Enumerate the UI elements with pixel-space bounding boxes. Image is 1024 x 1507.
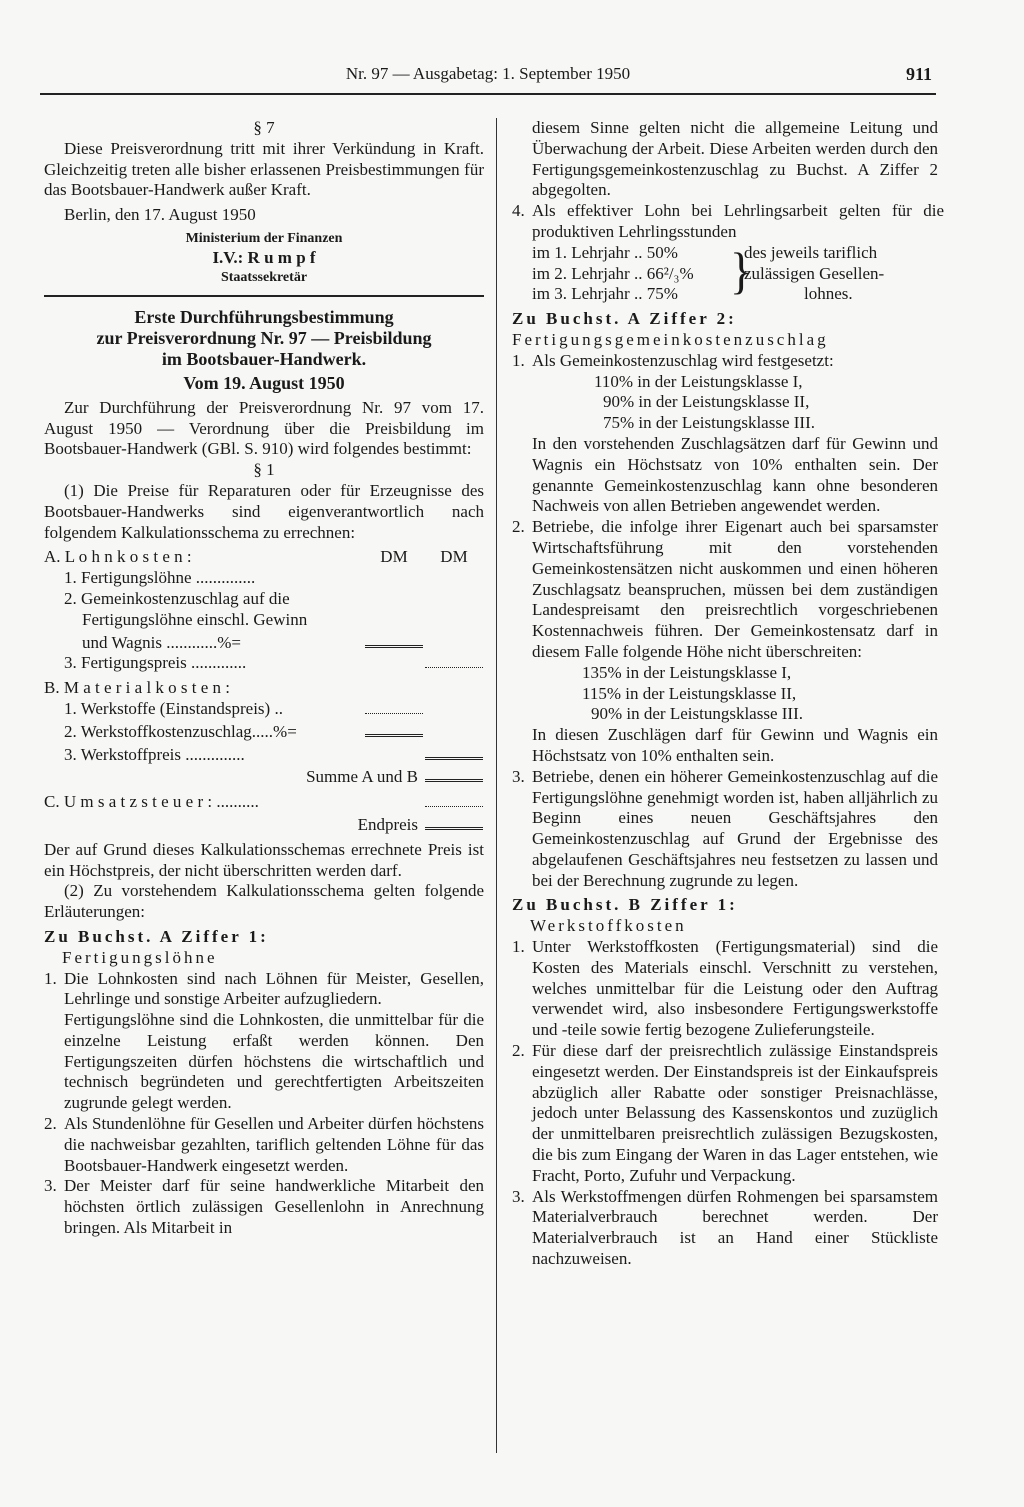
a1-subheading: Fertigungslöhne — [62, 947, 218, 967]
issue-line: Nr. 97 — Ausgabetag: 1. September 1950 — [345, 64, 631, 83]
scheme-sum: Summe A und B — [306, 767, 418, 787]
ministry-name: Ministerium der Finanzen — [185, 230, 343, 246]
apprentice-year-2: im 2. Lehrjahr .. 66²/₃% — [532, 263, 694, 283]
rate-line: 90% in der Leistungsklasse II, — [603, 392, 810, 412]
regulation-title-1: Erste Durchführungsbestimmung — [134, 306, 394, 327]
scheme-b1: 1. Werkstoffe (Einstandspreis) .. — [64, 698, 283, 718]
amount-line — [425, 813, 483, 830]
b1-list — [512, 937, 938, 1270]
a2-heading: Zu Buchst. A Ziffer 2: — [512, 309, 737, 329]
section-rule — [44, 295, 484, 297]
section-7-text: Diese Preisverordnung tritt mit ihrer Verkündung in Kraft. Gleichzeitig treten alle bisher erlassenen Preisbestimmungen für das Bootsbauer-Handwerk außer Kraft. — [44, 138, 484, 200]
list-item — [512, 201, 944, 305]
list-item — [512, 937, 938, 1041]
signatory-title: Staatssekretär — [220, 269, 308, 285]
section-1-para-1: (1) Die Preise für Reparaturen oder für Erzeugnisse des Bootsbauer-Handwerks sind eigenverantwortlich nach folgendem Kalkulationsschema zu errechnen: — [44, 480, 484, 542]
scheme-col-dm-1: DM — [380, 547, 408, 567]
item-number: 1. — [512, 937, 525, 957]
apprentice-year-1: im 1. Lehrjahr .. 50% — [532, 242, 678, 262]
item-text: Als Stundenlöhne für Gesellen und Arbeiter dürfen höchstens die nachweisbar gezahlten, tariflich geltenden Löhne für das Bootsbauer-Handwerk eingesetzt werden. — [64, 1114, 484, 1175]
apprentice-year-3: im 3. Lehrjahr .. 75% — [532, 284, 678, 304]
scheme-a1: 1. Fertigungslöhne .............. — [64, 568, 256, 588]
list-item — [512, 517, 938, 767]
item-number: 3. — [512, 1186, 525, 1206]
rate-line: 90% in der Leistungsklasse III. — [591, 704, 803, 724]
item-number: 3. — [44, 1176, 57, 1196]
calculation-scheme — [44, 547, 484, 835]
right-column — [512, 118, 944, 1270]
item-number: 4. — [512, 201, 525, 221]
column-divider — [496, 118, 497, 1453]
list-item — [44, 1176, 484, 1238]
section-1-after-scheme: Der auf Grund dieses Kalkulationsschemas errechnete Preis ist ein Höchstpreis, der nicht überschritten werden darf. — [44, 839, 484, 880]
rates-list — [532, 663, 938, 725]
scheme-b2: 2. Werkstoffkostenzuschlag.....%= — [64, 721, 297, 741]
rate-line: 110% in der Leistungsklasse I, — [594, 371, 803, 391]
scheme-col-dm-2: DM — [440, 547, 468, 567]
b1-heading: Zu Buchst. B Ziffer 1: — [512, 895, 738, 915]
item-text: Als Gemeinkostenzuschlag wird festgesetzt: — [532, 350, 834, 370]
page-header — [40, 52, 936, 98]
left-column — [44, 118, 484, 1239]
list-item — [512, 1041, 938, 1187]
item-text: Unter Werkstoffkosten (Fertigungsmaterial) sind die Kosten des Materials einschl. Verschnitt zu verstehen, welches unmittelbar für die Leistung oder den Auftrag verwendet wird, also insbesondere Fertigungswerkstoffe und -teile sowie fertig bezogene Zulieferungsteile. — [532, 937, 938, 1040]
place-date: Berlin, den 17. August 1950 — [64, 205, 256, 225]
a1-list — [44, 969, 484, 1239]
a2-subheading: Fertigungsgemeinkostenzuschlag — [512, 329, 829, 349]
header-rule — [40, 93, 936, 95]
item-text: Betriebe, denen ein höherer Gemeinkostenzuschlag auf die Fertigungslöhne genehmigt worden ist, haben alljährlich zu Beginn eines neuen Geschäftsjahres den Gemeinkostenzuschlag auf Grund der Ergebnisse des abgelaufenen Geschäftsjahres neu festsetzen zu lassen und bei der Berechnung zugrunde zu legen. — [532, 766, 938, 890]
amount-line — [365, 699, 423, 714]
item-text: Der Meister darf für seine handwerkliche Mitarbeit den höchsten örtlich zulässigen Gesellenlohn in Anrechnung bringen. Als Mitarbeit in — [64, 1176, 484, 1238]
scheme-a2-line1: 2. Gemeinkostenzuschlag auf die — [64, 588, 290, 608]
regulation-title-2: zur Preisverordnung Nr. 97 — Preisbildung — [96, 327, 432, 348]
item-text: Die Lohnkosten sind nach Löhnen für Meister, Gesellen, Lehrlinge und sonstige Arbeiter aufzugliedern. — [64, 968, 484, 1009]
list-item — [512, 351, 938, 517]
regulation-title-3: im Bootsbauer-Handwerk. — [161, 348, 367, 369]
amount-line — [425, 653, 483, 668]
scheme-b-label: B. M a t e r i a l k o s t e n : — [44, 678, 231, 698]
scheme-c-label: C. U m s a t z s t e u e r : .......... — [44, 792, 259, 812]
item-text: In diesen Zuschlägen darf für Gewinn und Wagnis ein Höchstsatz von 10% enthalten sein. — [532, 725, 938, 765]
item-number: 2. — [44, 1114, 57, 1134]
apprentice-note-1: des jeweils tariflich — [744, 242, 878, 262]
continued-text: diesem Sinne gelten nicht die allgemeine Leitung und Überwachung der Arbeit. Diese Arbeiten werden durch den Fertigungsgemeinkostenzuschlag zu Buchst. A Ziffer 2 abgegolten. — [532, 118, 938, 200]
scheme-endpreis: Endpreis — [357, 814, 418, 834]
amount-line — [425, 743, 483, 760]
item-number: 1. — [44, 968, 57, 988]
rate-line: 135% in der Leistungsklasse I, — [582, 662, 792, 682]
a1-heading: Zu Buchst. A Ziffer 1: — [44, 926, 269, 946]
brace: } — [730, 242, 753, 299]
amount-line — [365, 720, 423, 737]
amount-line — [365, 631, 423, 648]
section-1-heading: § 1 — [253, 460, 275, 480]
intro-paragraph: Zur Durchführung der Preisverordnung Nr. 97 vom 17. August 1950 — Verordnung über die Preisbildung im Bootsbauer-Handwerk (GBl. S. 910) wird folgendes bestimmt: — [44, 397, 484, 459]
item-text: Als effektiver Lohn bei Lehrlingsarbeit gelten für die produktiven Lehrlingsstunden — [532, 201, 944, 241]
list-item — [512, 1187, 938, 1270]
section-1-para-2: (2) Zu vorstehendem Kalkulationsschema gelten folgende Erläuterungen: — [44, 881, 484, 922]
item-text: Betriebe, die infolge ihrer Eigenart auch bei sparsamster Wirtschaftsführung mit den vorstehenden Gemeinkostensätzen nicht auskommen und einen höheren Zuschlagsatz beanspruchen, müssen bei dem zuständigen Landespreisamt den preisrechtlich vorgeschriebenen Kostennachweis führen. Der Gemeinkostensatz darf in diesem Falle folgende Höhe nicht überschreiten: — [532, 517, 938, 661]
item-number: 3. — [512, 766, 525, 786]
section-7-heading: § 7 — [253, 118, 275, 137]
amount-line — [425, 765, 483, 782]
item-text: Als Werkstoffmengen dürfen Rohmengen bei sparsamstem Materialverbrauch berechnet werden. Der Materialverbrauch ist an Hand einer Stückliste nachzuweisen. — [532, 1186, 938, 1269]
item-number: 2. — [512, 1041, 525, 1061]
apprentice-rates — [532, 243, 944, 305]
amount-line — [425, 792, 483, 807]
list-item — [512, 767, 938, 892]
item-number: 1. — [512, 350, 525, 370]
scheme-a2-line2: Fertigungslöhne einschl. Gewinn — [82, 609, 308, 629]
signatory: I.V.: R u m p f — [212, 247, 316, 267]
list-item — [44, 1114, 484, 1176]
b1-subheading: Werkstoffkosten — [530, 916, 687, 936]
item-number: 2. — [512, 517, 525, 537]
scheme-a3: 3. Fertigungspreis ............. — [64, 653, 247, 673]
page-number: 911 — [905, 64, 932, 84]
rate-line: 115% in der Leistungsklasse II, — [582, 683, 797, 703]
regulation-date: Vom 19. August 1950 — [183, 372, 345, 393]
item-text: In den vorstehenden Zuschlagsätzen darf für Gewinn und Wagnis ein Höchstsatz von 10% enthalten sein. Der genannte Gemeinkostenzuschlag kann ohne besonderen Nachweis von allen Betrieben angewendet werden. — [532, 433, 938, 516]
apprentice-note-3: lohnes. — [804, 284, 853, 304]
scheme-b3: 3. Werkstoffpreis .............. — [64, 744, 245, 764]
list-item — [44, 969, 484, 1115]
item-text: Fertigungslöhne sind die Lohnkosten, die unmittelbar für die einzelne Leistung erfaßt werden können. Den Fertigungszeiten dürfen höchstens die wirtschaftlich und technisch begründeten und gerechtfertigten Arbeitszeiten zugrunde gelegt werden. — [64, 1010, 484, 1113]
apprentice-note-2: zulässigen Gesellen- — [744, 263, 885, 283]
rate-line: 75% in der Leistungsklasse III. — [603, 413, 815, 433]
scheme-a-label: A. L o h n k o s t e n : — [44, 547, 192, 567]
item-text: Für diese darf der preisrechtlich zulässige Einstandspreis eingesetzt werden. Der Einstandspreis ist der Einkaufspreis abzüglich aller Rabatte oder sonstiger Preisnachlässe, jedoch unter Belassung des Kassenskontos und zuzüglich der unmittelbaren preisrechtlich zulässigen Bezugskosten, die bis zum Eingang der Waren in das Lager entstehen, wie Fracht, Porto, Zufuhr und Verpackung. — [532, 1041, 938, 1185]
rates-list — [532, 372, 938, 434]
scheme-a2-line3: und Wagnis ............%= — [82, 632, 242, 652]
